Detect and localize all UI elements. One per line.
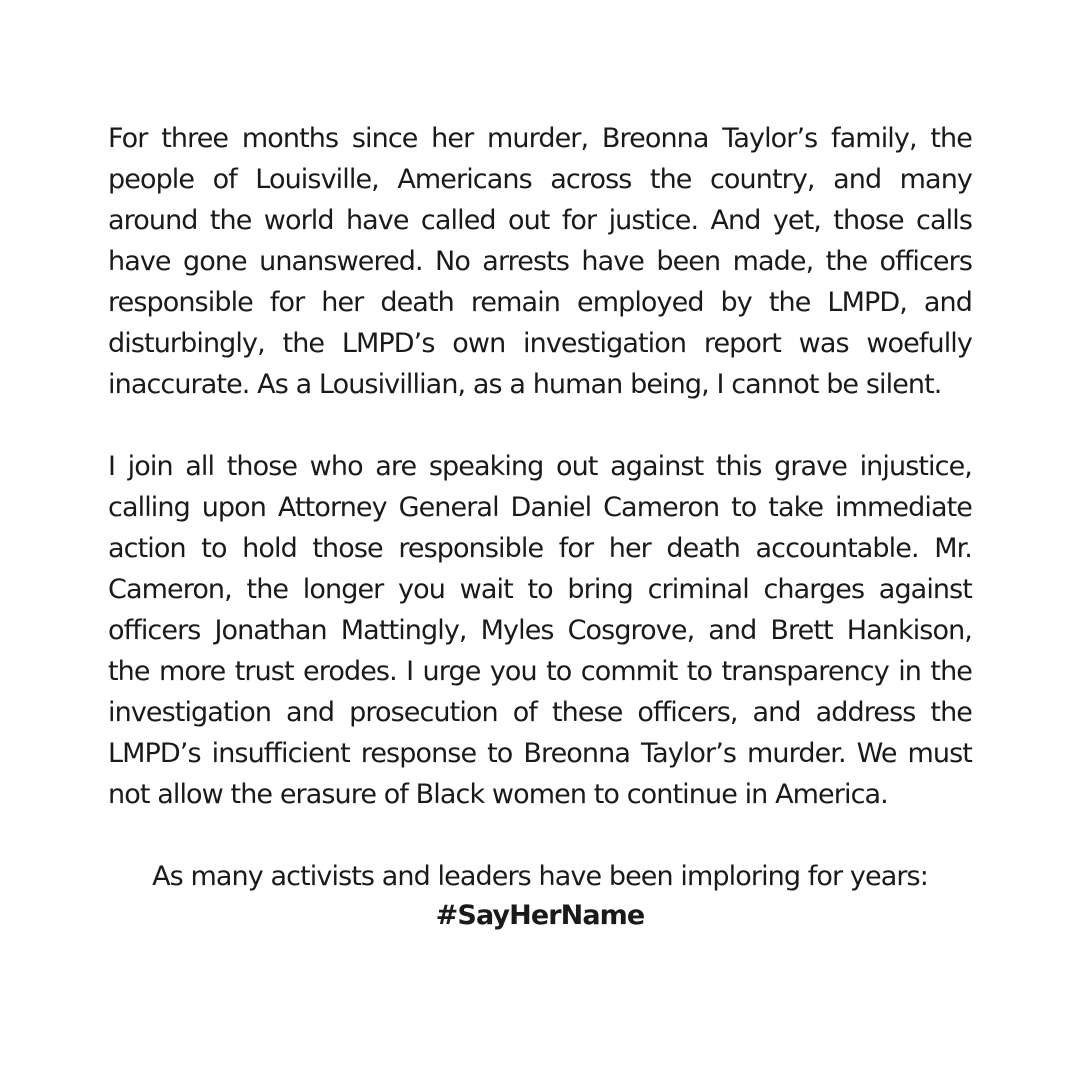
closing-block: [108, 856, 972, 936]
paragraph-one: For three months since her murder, Breonna Taylor’s family, the people of Louisville, Americans across the country, and many around the world have called out for justice. And yet, those calls have gone unanswered. No arrests have been made, the officers responsible for her death remain employed by the LMPD, and disturbingly, the LMPD’s own investigation report was woefully inaccurate. As a Lousivillian, as a human being, I cannot be silent.: [108, 123, 972, 400]
hashtag: #SayHerName: [435, 900, 645, 931]
statement-body: [108, 118, 972, 936]
paragraph-two: I join all those who are speaking out against this grave injustice, calling upon Attorney General Daniel Cameron to take immediate action to hold those responsible for her death accountable. Mr. Cameron, the longer you wait to bring criminal charges against officers Jonathan Mattingly, Myles Cosgrove, and Brett Hankison, the more trust erodes. I urge you to commit to transparency in the investigation and prosecution of these officers, and address the LMPD’s insufficient response to Breonna Taylor’s murder. We must not allow the erasure of Black women to continue in America.: [108, 451, 972, 810]
closing-line: As many activists and leaders have been imploring for years:: [152, 861, 928, 892]
